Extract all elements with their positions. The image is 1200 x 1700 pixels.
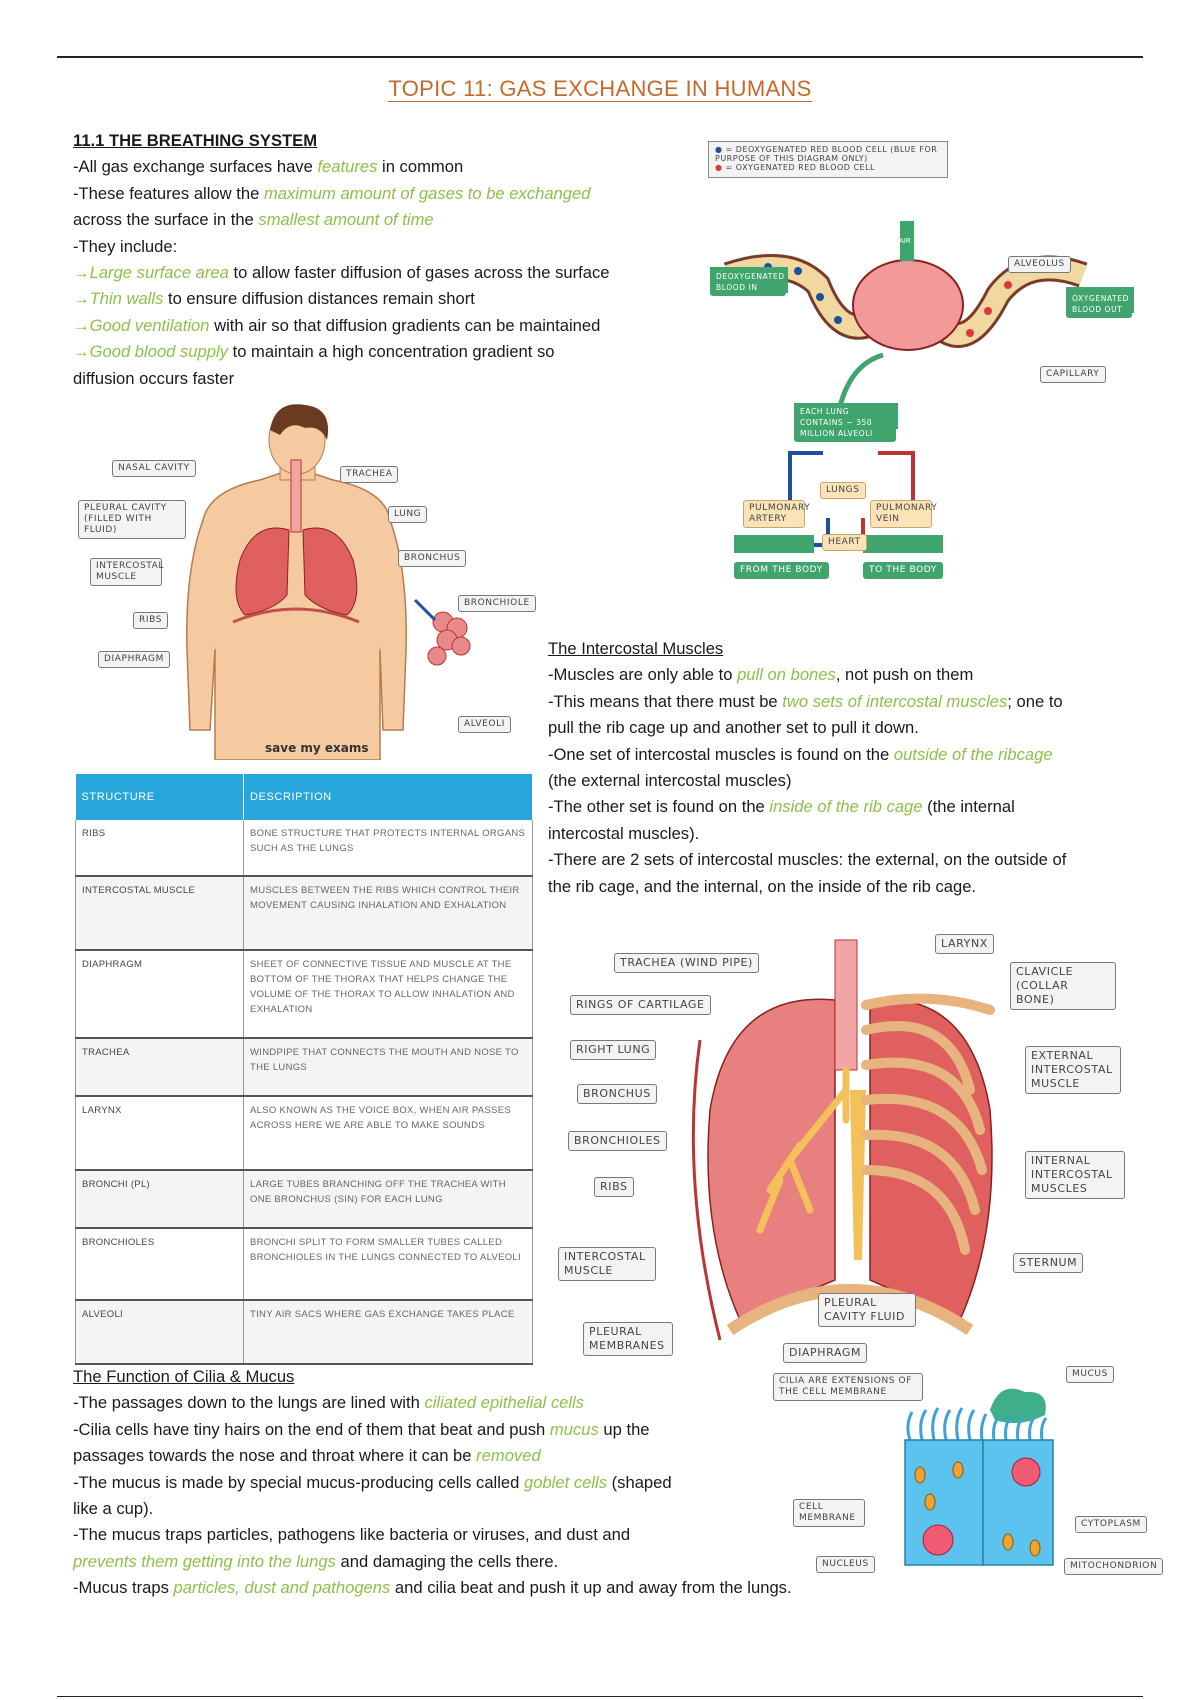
cilia-lines (73, 1390, 933, 1601)
label-oxy-out: OXYGENATED BLOOD OUT (1066, 290, 1132, 318)
highlight-phrase: ciliated epithelial cells (424, 1393, 585, 1413)
highlight-phrase: two sets of intercostal muscles (782, 691, 1008, 711)
highlight-phrase: particles, dust and pathogens (173, 1578, 391, 1598)
text-run: -The mucus traps particles, pathogens like bacteria or viruses, and dust and (73, 1525, 631, 1545)
table-row (76, 1170, 533, 1228)
table-header: DESCRIPTION (244, 774, 533, 820)
text-run: to maintain a high concentration gradient so (227, 342, 555, 362)
trachea-shape (291, 460, 301, 532)
text-line (73, 181, 693, 207)
text-run: -The other set is found on the (548, 797, 770, 817)
nucleus-left (923, 1525, 953, 1555)
label-alveolus: ALVEOLUS (1008, 256, 1071, 273)
description-cell: WINDPIPE THAT CONNECTS THE MOUTH AND NOSE TO THE LUNGS (244, 1038, 533, 1096)
alveolus-sac (853, 260, 963, 350)
text-run: up the (598, 1419, 650, 1439)
text-line (73, 286, 693, 312)
label-alveoli-count: EACH LUNG CONTAINS ~ 350 MILLION ALVEOLI (794, 403, 896, 442)
text-line (548, 874, 1168, 900)
text-run: diffusion occurs faster (73, 368, 235, 388)
text-line (548, 847, 1168, 873)
breathing-system-lines (73, 154, 693, 392)
text-line (548, 715, 1168, 741)
text-run: to allow faster diffusion of gases across the surface (228, 263, 610, 283)
alveolus-legend (708, 141, 948, 178)
highlight-phrase: mucus (549, 1419, 599, 1439)
text-run: -All gas exchange surfaces have (73, 157, 318, 177)
highlight-phrase: goblet cells (524, 1472, 608, 1492)
text-run: across the surface in the (73, 210, 259, 230)
arrow-glyph: → (73, 342, 90, 362)
legend-oxy: ● = OXYGENATED RED BLOOD CELL (715, 163, 875, 172)
text-run: and damaging the cells there. (335, 1551, 559, 1571)
label-mitochondrion: MITOCHONDRION (1064, 1558, 1163, 1575)
structure-cell: BRONCHIOLES (76, 1228, 244, 1300)
ciliated-cell-right (983, 1440, 1053, 1565)
thorax-diagram (670, 930, 1030, 1350)
structure-cell: LARYNX (76, 1096, 244, 1170)
text-run: -The mucus is made by special mucus-producing cells called (73, 1472, 524, 1492)
label-clavicle: CLAVICLE (COLLAR BONE) (1010, 962, 1116, 1010)
highlight-phrase: inside of the rib cage (769, 797, 923, 817)
description-cell: ALSO KNOWN AS THE VOICE BOX, WHEN AIR PASSES ACROSS HERE WE ARE ABLE TO MAKE SOUNDS (244, 1096, 533, 1170)
text-line (73, 1417, 933, 1443)
description-cell: BONE STRUCTURE THAT PROTECTS INTERNAL ORGANS SUCH AS THE LUNGS (244, 820, 533, 876)
label-pulmonary-vein: PULMONARY VEIN (870, 500, 932, 528)
label-trachea: TRACHEA (340, 466, 398, 483)
text-run: -These features allow the (73, 183, 264, 203)
text-line (73, 260, 693, 286)
intercostal-heading: The Intercostal Muscles (548, 639, 724, 658)
label-bronchiole: BRONCHIOLE (458, 595, 536, 612)
text-line (73, 207, 693, 233)
text-line (73, 339, 693, 365)
label-pleural-cavity: PLEURAL CAVITY (FILLED WITH FLUID) (78, 500, 186, 539)
text-run: -There are 2 sets of intercostal muscles: the external, on the outside of (548, 850, 1067, 870)
label-internal-intercostal: INTERNAL INTERCOSTAL MUSCLES (1025, 1151, 1125, 1199)
highlight-phrase: prevents them getting into the lungs (73, 1551, 336, 1571)
structure-table (75, 774, 533, 1365)
text-run: -This means that there must be (548, 691, 783, 711)
cilia-heading: The Function of Cilia & Mucus (73, 1367, 295, 1386)
cilia-diagram (900, 1370, 1070, 1570)
label-cytoplasm: CYTOPLASM (1075, 1516, 1147, 1533)
structure-cell: TRACHEA (76, 1038, 244, 1096)
highlight-phrase: pull on bones (737, 665, 836, 685)
text-run: -They include: (73, 236, 178, 256)
text-run: in common (377, 157, 464, 177)
label-sternum: STERNUM (1013, 1253, 1083, 1273)
label-alveoli: ALVEOLI (458, 716, 511, 733)
text-run: -Mucus traps (73, 1578, 174, 1598)
text-run: like a cup). (73, 1499, 154, 1519)
structure-cell: ALVEOLI (76, 1300, 244, 1364)
text-line (548, 662, 1168, 688)
text-run: pull the rib cage up and another set to pull it down. (548, 718, 919, 738)
label-lungs: LUNGS (820, 482, 866, 499)
highlight-phrase: features (317, 157, 378, 177)
highlight-phrase: maximum amount of gases to be exchanged (263, 183, 591, 203)
arrow-glyph: → (73, 315, 90, 335)
trachea-big (835, 940, 857, 1070)
text-run: with air so that diffusion gradients can be maintained (209, 315, 601, 335)
text-line (548, 742, 1168, 768)
label-bronchioles: BRONCHIOLES (568, 1131, 667, 1151)
svg-text:AIR: AIR (899, 237, 911, 245)
structure-cell: BRONCHI (PL) (76, 1170, 244, 1228)
text-run: intercostal muscles). (548, 823, 700, 843)
left-lung-big (708, 999, 835, 1320)
description-cell: TINY AIR SACS WHERE GAS EXCHANGE TAKES PLACE (244, 1300, 533, 1364)
label-lung: LUNG (388, 506, 427, 523)
label-diaphragm-big: DIAPHRAGM (783, 1343, 867, 1363)
label-from-body: FROM THE BODY (734, 562, 829, 579)
legend-deoxy: ● = DEOXYGENATED RED BLOOD CELL (BLUE FOR PURPOSE OF THIS DIAGRAM ONLY) (715, 145, 938, 163)
label-mucus: MUCUS (1066, 1366, 1114, 1383)
label-deoxy-in: DEOXYGENATED BLOOD IN (710, 268, 786, 296)
label-ribs-big: RIBS (594, 1177, 634, 1197)
intercostal-lines (548, 662, 1168, 900)
label-external-intercostal: EXTERNAL INTERCOSTAL MUSCLE (1025, 1046, 1121, 1094)
label-intercostal-big: INTERCOSTAL MUSCLE (558, 1247, 656, 1281)
highlight-phrase: Good ventilation (89, 315, 210, 335)
description-cell: LARGE TUBES BRANCHING OFF THE TRACHEA WITH ONE BRONCHUS (SIN) FOR EACH LUNG (244, 1170, 533, 1228)
label-bronchus-big: BRONCHUS (577, 1084, 657, 1104)
highlight-phrase: Thin walls (89, 289, 164, 309)
text-run: (shaped (607, 1472, 672, 1492)
table-row (76, 876, 533, 950)
highlight-phrase: outside of the ribcage (893, 744, 1053, 764)
table-row (76, 820, 533, 876)
table-row (76, 1038, 533, 1096)
intercostal-section (548, 636, 1168, 900)
label-intercostal-muscle: INTERCOSTAL MUSCLE (90, 558, 162, 586)
bottom-rule (57, 1696, 1143, 1697)
text-line (73, 1470, 933, 1496)
label-pulmonary-artery: PULMONARY ARTERY (743, 500, 805, 528)
description-cell: SHEET OF CONNECTIVE TISSUE AND MUSCLE AT THE BOTTOM OF THE THORAX THAT HELPS CHANGE THE VOLUME OF THE THORAX TO ALLOW INHALATION AND EXHALATION (244, 950, 533, 1038)
label-right-lung: RIGHT LUNG (570, 1040, 656, 1060)
text-run: (the external intercostal muscles) (548, 771, 792, 791)
text-run: the rib cage, and the internal, on the inside of the rib cage. (548, 876, 977, 896)
text-run: and cilia beat and push it up and away from the lungs. (390, 1578, 792, 1598)
text-line (73, 366, 693, 392)
mucus-blob (990, 1389, 1046, 1423)
text-run: (the internal (922, 797, 1015, 817)
section-heading: 11.1 THE BREATHING SYSTEM (73, 131, 318, 150)
page-title: TOPIC 11: GAS EXCHANGE IN HUMANS (388, 76, 812, 101)
label-nucleus: NUCLEUS (816, 1556, 875, 1573)
description-cell: MUSCLES BETWEEN THE RIBS WHICH CONTROL THEIR MOVEMENT CAUSING INHALATION AND EXHALATION (244, 876, 533, 950)
label-cell-membrane: CELL MEMBRANE (793, 1499, 865, 1527)
label-bronchus: BRONCHUS (398, 550, 466, 567)
text-run: ; one to (1007, 691, 1063, 711)
structure-cell: RIBS (76, 820, 244, 876)
arrow-glyph: → (73, 263, 90, 283)
label-pleural-membranes: PLEURAL MEMBRANES (583, 1322, 673, 1356)
highlight-phrase: Good blood supply (89, 342, 228, 362)
label-rings: RINGS OF CARTILAGE (570, 995, 711, 1015)
description-cell: BRONCHI SPLIT TO FORM SMALLER TUBES CALLED BRONCHIOLES IN THE LUNGS CONNECTED TO ALVEOLI (244, 1228, 533, 1300)
table-row (76, 1096, 533, 1170)
text-line (73, 313, 693, 339)
text-run: -Muscles are only able to (548, 665, 738, 685)
highlight-phrase: smallest amount of time (258, 210, 434, 230)
text-run: , not push on them (835, 665, 974, 685)
structure-cell: DIAPHRAGM (76, 950, 244, 1038)
top-rule (57, 56, 1143, 58)
table-row (76, 1228, 533, 1300)
structure-cell: INTERCOSTAL MUSCLE (76, 876, 244, 950)
text-run: to ensure diffusion distances remain short (163, 289, 475, 309)
brand-logo: save my exams (265, 741, 369, 755)
text-line (73, 1575, 933, 1601)
label-pleural-fluid: PLEURAL CAVITY FLUID (818, 1293, 916, 1327)
label-diaphragm: DIAPHRAGM (98, 651, 170, 668)
breathing-system-section (73, 128, 693, 392)
nucleus-right (1012, 1458, 1040, 1486)
text-run: -The passages down to the lungs are lined with (73, 1393, 425, 1413)
text-run: passages towards the nose and throat where it can be (73, 1446, 477, 1466)
label-heart: HEART (822, 534, 867, 551)
text-line (548, 794, 1168, 820)
label-to-body: TO THE BODY (863, 562, 943, 579)
arrow-glyph: → (73, 289, 90, 309)
from-body-box (734, 535, 814, 553)
highlight-phrase: removed (476, 1446, 541, 1466)
text-line (548, 768, 1168, 794)
text-run: -Cilia cells have tiny hairs on the end of them that beat and push (73, 1419, 550, 1439)
label-larynx: LARYNX (935, 934, 994, 954)
table-row (76, 950, 533, 1038)
text-line (73, 1443, 933, 1469)
text-line (548, 689, 1168, 715)
text-line (73, 234, 693, 260)
label-cilia-extensions: CILIA ARE EXTENSIONS OF THE CELL MEMBRANE (773, 1373, 923, 1401)
table-row (76, 1300, 533, 1364)
highlight-phrase: Large surface area (89, 263, 229, 283)
to-body-box (863, 535, 943, 553)
label-ribs: RIBS (133, 612, 168, 629)
label-nasal-cavity: NASAL CAVITY (112, 460, 196, 477)
text-line (73, 154, 693, 180)
text-run: -One set of intercostal muscles is found on the (548, 744, 894, 764)
text-line (548, 821, 1168, 847)
sternum-shape (850, 1090, 866, 1260)
label-trachea-big: TRACHEA (WIND PIPE) (614, 953, 759, 973)
table-header: STRUCTURE (76, 774, 244, 820)
label-capillary: CAPILLARY (1040, 366, 1106, 383)
text-line (73, 1549, 933, 1575)
table-header-row (76, 774, 533, 820)
